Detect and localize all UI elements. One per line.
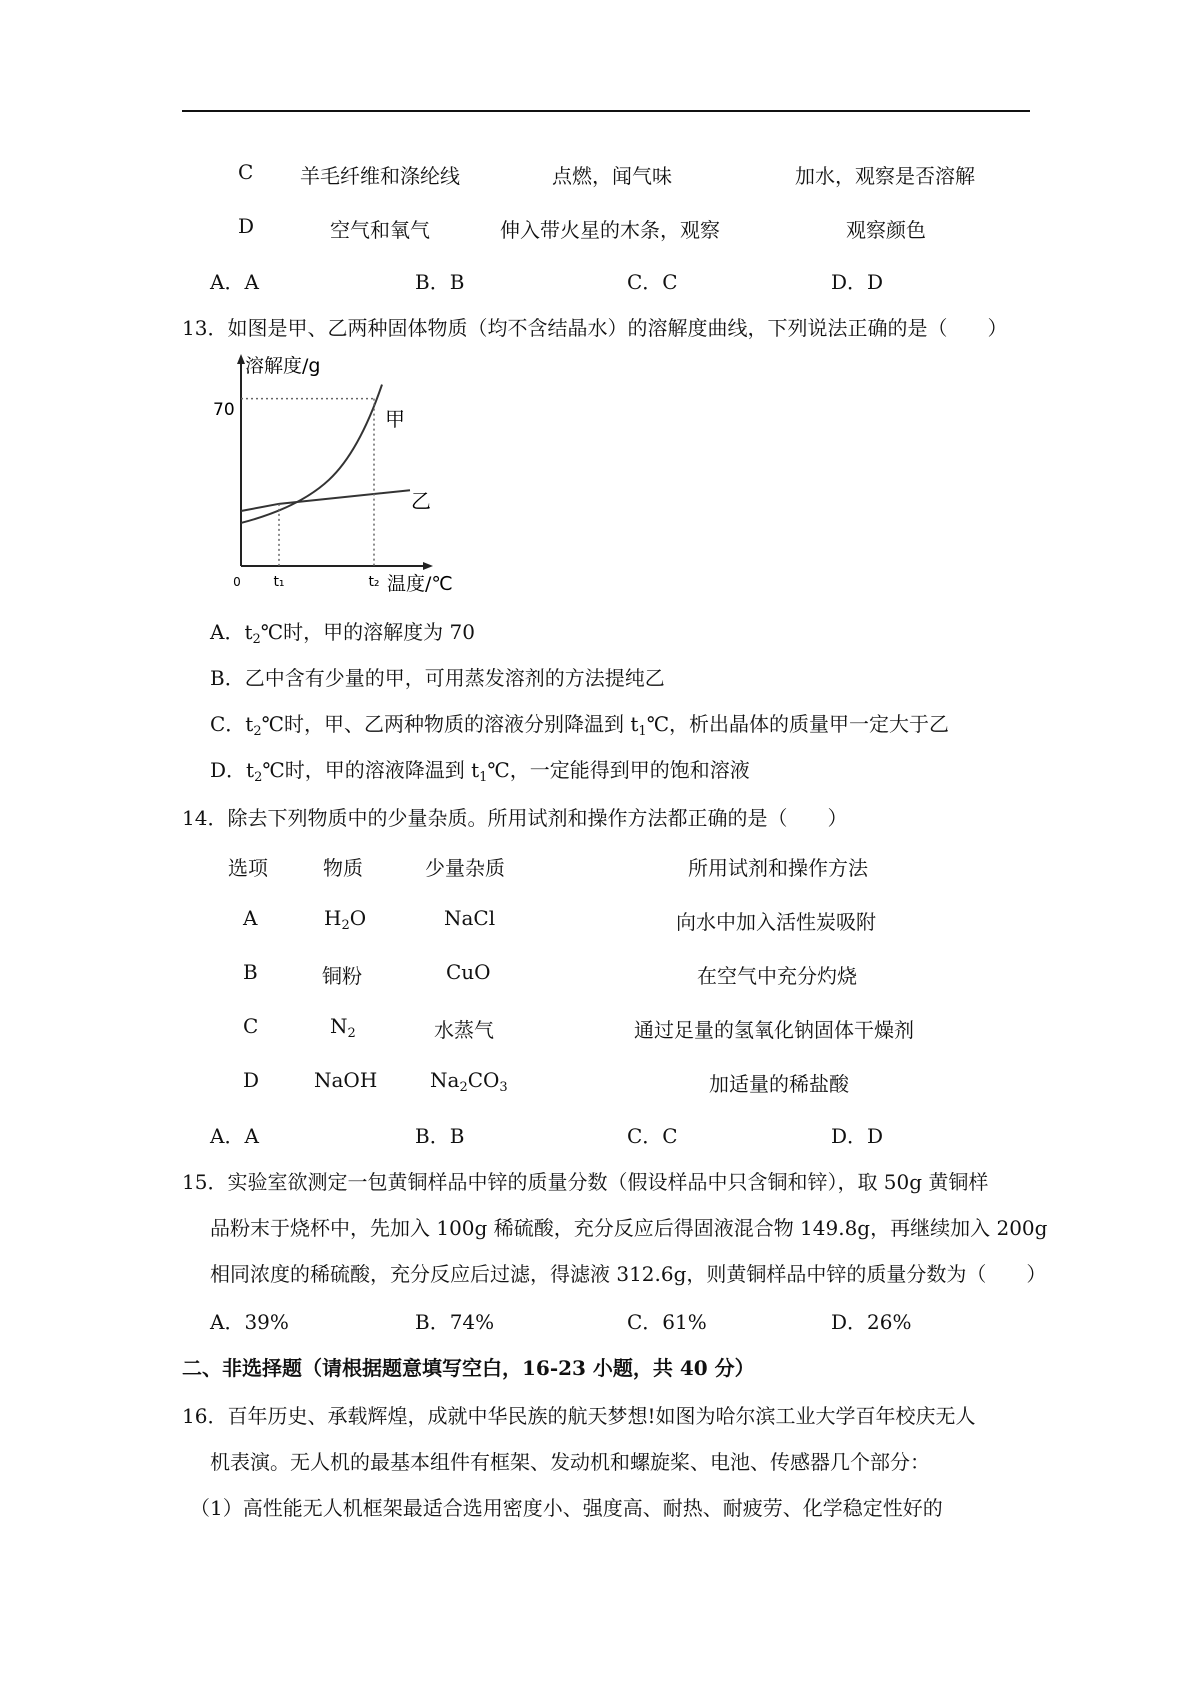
row-a-method: 向水中加入活性炭吸附: [676, 910, 876, 934]
header-option: 选项: [228, 856, 268, 880]
y-tick-70: 70: [213, 400, 235, 420]
header-method: 所用试剂和操作方法: [688, 856, 868, 880]
row-c-method: 通过足量的氢氧化钠固体干燥剂: [634, 1018, 914, 1042]
option-c-text1: C．t: [210, 712, 254, 736]
series-yi-line: [241, 490, 410, 511]
row-d-option: D: [243, 1068, 260, 1092]
q13-option-a[interactable]: [210, 616, 475, 647]
option-c-sub2: 1: [638, 724, 647, 739]
row-c-impurity: 水蒸气: [434, 1018, 494, 1042]
row-b-option: B: [243, 960, 258, 984]
row-c-items: 羊毛纤维和涤纶线: [300, 164, 460, 188]
option-d-sub2: 1: [479, 770, 488, 785]
y-axis-label: 溶解度/g: [245, 355, 321, 377]
row-c-method2: 加水，观察是否溶解: [795, 164, 975, 188]
row-d-impurity: $Na_2CO_3$: [430, 1068, 508, 1095]
answer-d[interactable]: D．26%: [831, 1310, 912, 1334]
q16-line1: 16．百年历史、承载辉煌，成就中华民族的航天梦想!如图为哈尔滨工业大学百年校庆无人: [182, 1404, 976, 1428]
answer-c[interactable]: C．C: [627, 270, 678, 294]
series-jia-label: 甲: [385, 407, 405, 431]
row-b-impurity: CuO: [446, 960, 491, 984]
solubility-chart: [205, 350, 475, 600]
series-jia-curve: [241, 385, 382, 523]
row-d-option: D: [238, 214, 255, 238]
option-c-sub1: 2: [253, 724, 262, 739]
row-c-option: C: [238, 160, 254, 184]
option-d-text2: ℃时，甲的溶液降温到 t: [262, 758, 480, 782]
q14-stem: 14．除去下列物质中的少量杂质。所用试剂和操作方法都正确的是（ ）: [182, 806, 848, 830]
row-b-method: 在空气中充分灼烧: [697, 964, 857, 988]
q13-option-c[interactable]: [210, 708, 949, 739]
x-axis-arrow: [423, 562, 433, 570]
q13-stem: 13．如图是甲、乙两种固体物质（均不含结晶水）的溶解度曲线，下列说法正确的是（ ）: [182, 316, 1008, 340]
row-d-method: 加适量的稀盐酸: [709, 1072, 849, 1096]
origin-label: 0: [233, 575, 241, 589]
q16-line2: 机表演。无人机的最基本组件有框架、发动机和螺旋桨、电池、传感器几个部分：: [210, 1450, 930, 1474]
row-c-method1: 点燃，闻气味: [552, 164, 672, 188]
q15-line3: 相同浓度的稀硫酸，充分反应后过滤，得滤液 312.6g，则黄铜样品中锌的质量分数为（ ）: [210, 1262, 1047, 1286]
option-d-text3: ℃，一定能得到甲的饱和溶液: [487, 758, 750, 782]
row-d-method1: 伸入带火星的木条，观察: [500, 218, 720, 242]
option-a-sub: 2: [252, 632, 261, 647]
section-heading: 二、非选择题（请根据题意填写空白，16-23 小题，共 40 分）: [182, 1356, 755, 1380]
answer-d[interactable]: D．D: [831, 1124, 884, 1148]
option-d-sub1: 2: [254, 770, 263, 785]
series-yi-label: 乙: [411, 489, 431, 513]
q13-option-d[interactable]: [210, 754, 750, 785]
option-a-text2: ℃时，甲的溶解度为 70: [260, 620, 475, 644]
q13-option-b[interactable]: B．乙中含有少量的甲，可用蒸发溶剂的方法提纯乙: [210, 666, 665, 690]
answer-d[interactable]: D．D: [831, 270, 884, 294]
answer-b[interactable]: B．74%: [415, 1310, 495, 1334]
row-c-option: C: [243, 1014, 259, 1038]
row-d-method2: 观察颜色: [846, 218, 926, 242]
option-c-text3: ℃，析出晶体的质量甲一定大于乙: [646, 712, 950, 736]
option-a-text1: A．t: [210, 620, 253, 644]
answer-b[interactable]: B．B: [415, 270, 465, 294]
row-d-items: 空气和氧气: [330, 218, 430, 242]
q16-line3: （1）高性能无人机框架最适合选用密度小、强度高、耐热、耐疲劳、化学稳定性好的: [190, 1496, 943, 1520]
row-a-option: A: [243, 906, 258, 930]
option-c-text2: ℃时，甲、乙两种物质的溶液分别降温到 t: [261, 712, 639, 736]
answer-a[interactable]: A．A: [210, 1124, 259, 1148]
answer-b[interactable]: B．B: [415, 1124, 465, 1148]
answer-c[interactable]: C．61%: [627, 1310, 707, 1334]
row-a-substance: $H_2O$: [324, 906, 367, 933]
x-tick-t2: t₂: [368, 574, 380, 590]
y-axis-arrow: [237, 354, 245, 364]
header-substance: 物质: [323, 856, 363, 880]
q15-line2: 品粉末于烧杯中，先加入 100g 稀硫酸，充分反应后得固液混合物 149.8g，再继续加入 200g: [210, 1216, 1048, 1240]
row-a-impurity: NaCl: [444, 906, 496, 930]
row-b-substance: 铜粉: [322, 964, 362, 988]
answer-c[interactable]: C．C: [627, 1124, 678, 1148]
row-d-substance: NaOH: [314, 1068, 378, 1092]
answer-a[interactable]: A．A: [210, 270, 259, 294]
option-d-text1: D．t: [210, 758, 255, 782]
x-tick-t1: t₁: [273, 574, 285, 590]
row-c-substance: $N_2$: [330, 1014, 356, 1041]
header-impurity: 少量杂质: [425, 856, 505, 880]
q15-line1: 15．实验室欲测定一包黄铜样品中锌的质量分数（假设样品中只含铜和锌），取 50g 黄铜样: [182, 1170, 989, 1194]
x-axis-label: 温度/℃: [387, 573, 453, 595]
answer-a[interactable]: A．39%: [210, 1310, 289, 1334]
header-rule: [182, 110, 1030, 112]
